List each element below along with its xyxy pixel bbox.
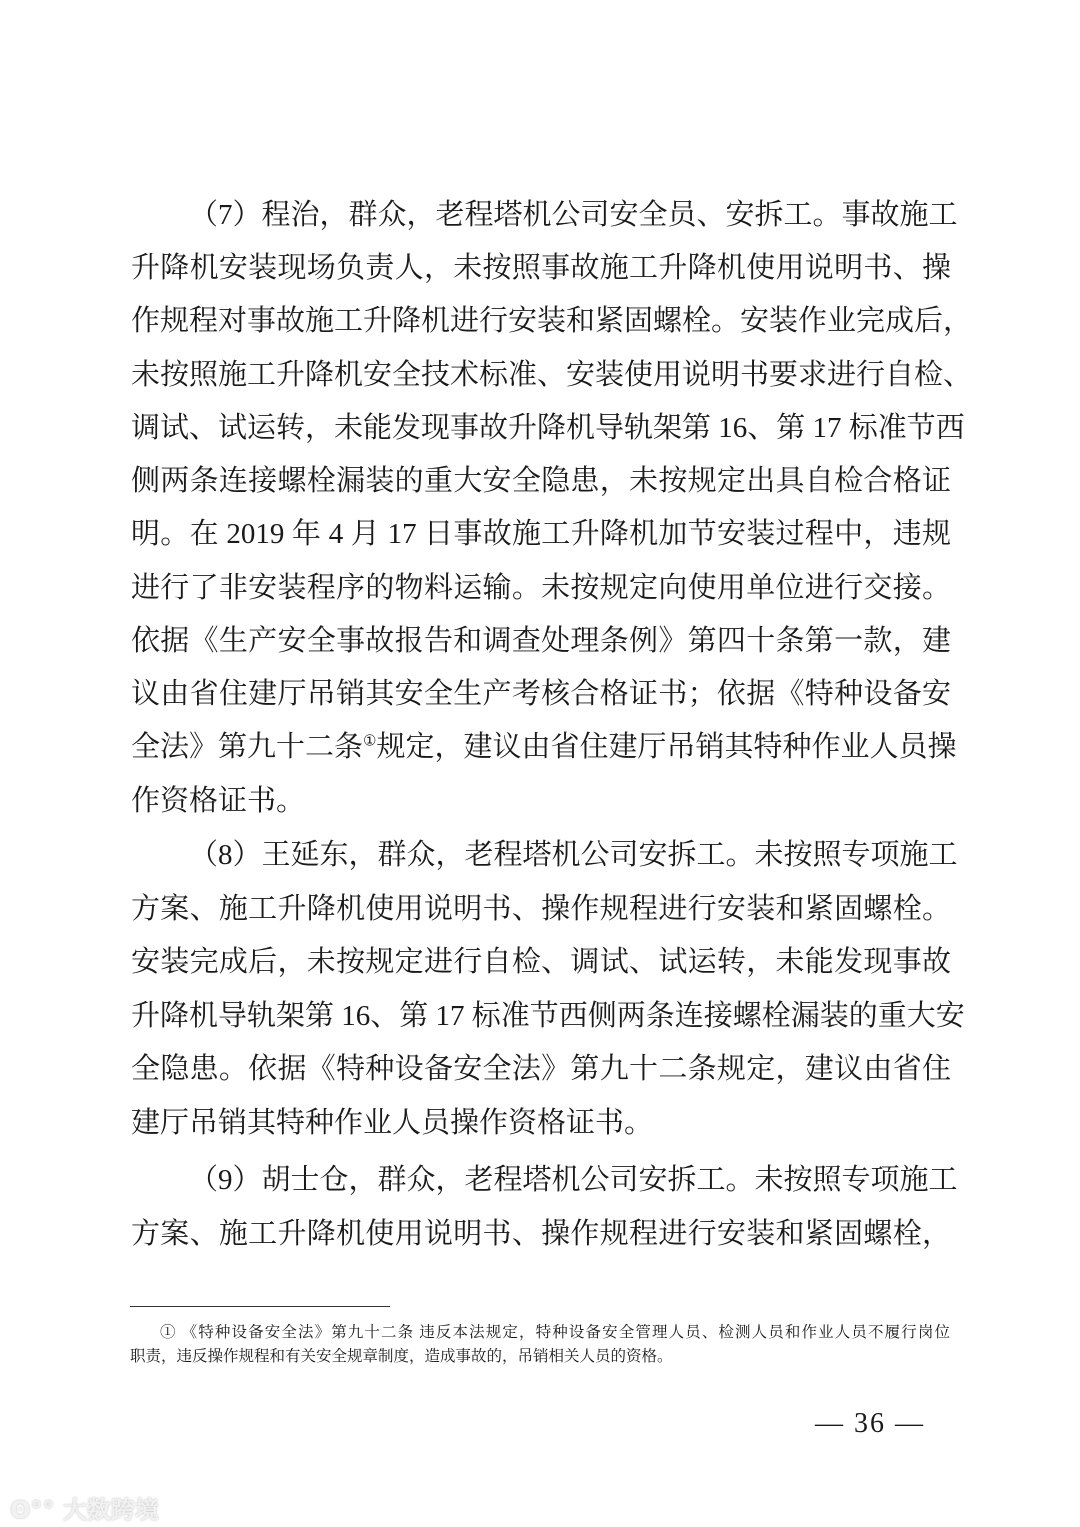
para-7-line: 作资格证书。: [131, 785, 306, 817]
para-7-line: 作规程对事故施工升降机进行安装和紧固螺栓。安装作业完成后，: [131, 305, 973, 337]
watermark-text: 大数跨境: [62, 1496, 159, 1524]
para-7-line: 升降机安装现场负责人，未按照事故施工升降机使用说明书、操: [131, 252, 951, 284]
para-7-line: （7）程治，群众，老程塔机公司安全员、安拆工。事故施工: [189, 199, 958, 231]
para-7-line: 依据《生产安全事故报告和调查处理条例》第四十条第一款，建: [131, 625, 951, 657]
para-7-line: 调试、试运转，未能发现事故升降机导轨架第 16、第 17 标准节西: [131, 412, 965, 444]
para-7-line: 进行了非安装程序的物料运输。未按规定向使用单位进行交接。: [131, 572, 951, 604]
para-9-line: 方案、施工升降机使用说明书、操作规程进行安装和紧固螺栓，: [131, 1218, 951, 1250]
footnote-ref[interactable]: ①: [363, 733, 377, 750]
line-text: 规定，建议由省住建厅吊销其特种作业人员操: [376, 731, 957, 763]
para-8-line: 升降机导轨架第 16、第 17 标准节西侧两条连接螺栓漏装的重大安: [131, 1000, 965, 1032]
footnote-line: 职责，违反操作规程和有关安全规章制度，造成事故的，吊销相关人员的资格。: [130, 1348, 673, 1365]
page-number: — 36 —: [815, 1408, 925, 1439]
footnote-line: ① 《特种设备安全法》第九十二条 违反本法规定，特种设备安全管理人员、检测人员和作业人员不履行岗位: [160, 1324, 950, 1341]
para-8-line: 方案、施工升降机使用说明书、操作规程进行安装和紧固螺栓。: [131, 893, 951, 925]
para-8-line: 建厅吊销其特种作业人员操作资格证书。: [131, 1107, 654, 1139]
watermark-logo: [10, 1490, 159, 1525]
para-9-line: （9）胡士仓，群众，老程塔机公司安拆工。未按照专项施工: [189, 1164, 958, 1196]
watermark-icon: ʘ°°: [10, 1496, 55, 1524]
para-7-line: 明。在 2019 年 4 月 17 日事故施工升降机加节安装过程中，违规: [131, 518, 951, 550]
para-7-line: 议由省住建厅吊销其安全生产考核合格证书；依据《特种设备安: [131, 678, 951, 710]
para-7-line: 未按照施工升降机安全技术标准、安装使用说明书要求进行自检、: [131, 359, 973, 391]
para-7-line: 侧两条连接螺栓漏装的重大安全隐患，未按规定出具自检合格证: [131, 465, 951, 497]
footnote-separator: [130, 1306, 390, 1307]
para-7-line: [131, 729, 957, 765]
para-8-line: （8）王延东，群众，老程塔机公司安拆工。未按照专项施工: [189, 839, 958, 871]
para-8-line: 安装完成后，未按规定进行自检、调试、试运转，未能发现事故: [131, 946, 951, 978]
para-8-line: 全隐患。依据《特种设备安全法》第九十二条规定，建议由省住: [131, 1053, 951, 1085]
line-text: 全法》第九十二条: [131, 731, 364, 763]
